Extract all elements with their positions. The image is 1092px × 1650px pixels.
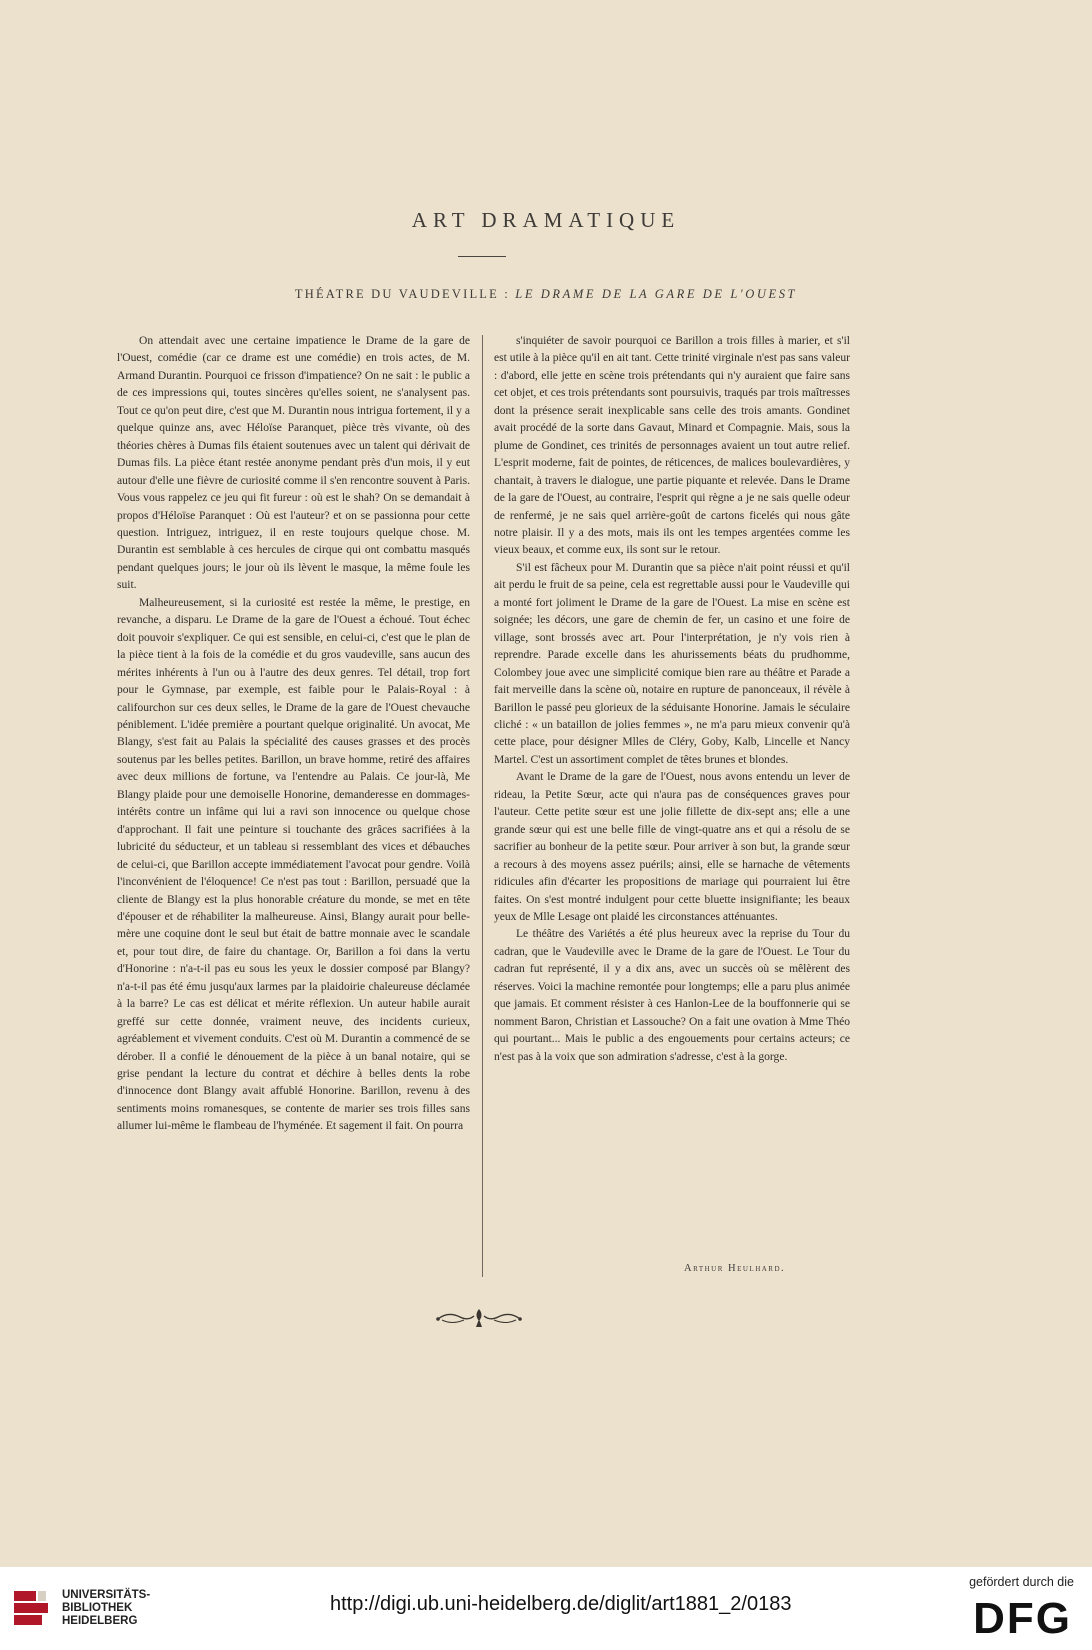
dfg-logo: DFG bbox=[973, 1594, 1072, 1643]
footer-bar bbox=[0, 1567, 1092, 1650]
paragraph: Malheureusement, si la curiosité est restée la même, le prestige, en revanche, a disparu. Le Drame de la gare de l'Ouest a échoué. Tout échec doit pouvoir s'expliquer. Ce qui est sensible, en celui-ci, c'est que le plan de la pièce tient à la fois de la comédie et du gros vaudeville, sans aucun des mérites inhérents à l'un ou à l'autre des deux genres. Tel détail, trop fort pour le Gymnase, par exemple, est faible pour le Palais-Royal : à califourchon sur ces deux selles, le Drame de la gare de l'Ouest chevauche péniblement. L'idée première a pourtant quelque originalité. Un avocat, Me Blangy, s'est fait au Palais la spécialité des causes grasses et des procès soutenus par les belles petites. Barillon, un brave homme, retiré des affaires avec deux millions de fortune, va l'entendre au Palais. Ce jour-là, Me Blangy plaide pour une demoiselle Honorine, demanderesse en dommages-intérêts contre un infâme qui lui a ravi son innocence ou quelque chose d'approchant. Il fait une peinture si touchante des grâces sacrifiées à la lubricité du séducteur, et un tableau si ressemblant des vices et débauches de celui-ci, que Barillon accepte immédiatement l'avocat pour gendre. Voilà l'inconvénient de l'éloquence! Ce n'est pas tout : Barillon, persuadé que la cliente de Blangy est la plus honorable créature du monde, se met en tête d'épouser et de réhabiliter la malheureuse. Ainsi, Blangy aurait pour belle-mère une coquine dont le seul but était de battre monnaie avec le scandale et, pour tout dire, de faire du chantage. Or, Barillon a foi dans la vertu d'Honorine : n'a-t-il pas eu sous les yeux le dossier composé par Blangy? n'a-t-il pas été ému jusqu'aux larmes par la plaidoirie chaleureuse déclamée à la barre? Le cas est délicat et mérite réflexion. Un auteur habile aurait greffé sur cette donnée, vraiment neuve, des incidents curieux, agréablement et vivement conduits. C'est où M. Durantin a commencé de se dérober. Il a confié le dénouement de la pièce à un banal notaire, qui se grise pendant la lecture du contrat et déchire à belles dents la robe d'innocence dont Blangy avait affublé Honorine. Barillon, revenu à des sentiments moins romanesques, se contente de marier ses trois filles sans allumer lui-même le flambeau de l'hyménée. Et sagement il fait. On pourra bbox=[117, 596, 470, 1133]
paragraph: On attendait avec une certaine impatience le Drame de la gare de l'Ouest, comédie (car ce drame est une comédie) en trois actes, de M. Armand Durantin. Pourquoi ce frisson d'impatience? On ne sait : le public a de ces impressions qui, toutes sincères qu'elles soient, ne s'analysent pas. Tout ce qu'on peut dire, c'est que M. Durantin nous intrigua fortement, il y a quelque quinze ans, avec Héloïse Paranquet, pièce très vivante, où des théories chères à Dumas fils étaient soutenues avec un talent qui dérivait de Dumas fils. La pièce étant restée anonyme pendant près d'un mois, il y eut autour d'elle une fièvre de curiosité comme il s'en rencontre souvent à Paris. Vous vous rappelez ce jeu qui fit fureur : où est le shah? On se demandait à propos d'Héloïse Paranquet : Où est l'auteur? et on se passionna pour cette question. Intriguez, intriguez, il en reste toujours quelque chose. M. Durantin est semblable à ces hercules de cirque qui ont combattu masqués pendant quelques jours; le jour où ils lèvent le masque, la même foule les suit. bbox=[117, 335, 470, 592]
permalink-url[interactable]: http://digi.ub.uni-heidelberg.de/diglit/art1881_2/0183 bbox=[330, 1593, 792, 1615]
paragraph: Le théâtre des Variétés a été plus heureux avec la reprise du Tour du cadran, que le Vaudeville avec le Drame de la gare de l'Ouest. Le Tour du cadran fut représenté, il y a dix ans, avec un succès où se mêlèrent des réserves. Voici la machine remontée pour longtemps; elle a paru plus animée que jamais. Et comment résister à ces Hanlon-Lee de la bouffonnerie qui se nomment Baron, Christian et Lassouche? On a fait une ovation à Mme Théo qui pourtant... Mais le public a des engouements pour certains acteurs; ce n'est pas à la voix que son admiration s'adresse, c'est à la gorge. bbox=[494, 928, 850, 1063]
column-divider bbox=[482, 335, 483, 1277]
library-name-line: UNIVERSITÄTS- bbox=[62, 1589, 151, 1601]
author-signature: Arthur Heulhard. bbox=[684, 1263, 786, 1274]
column-left bbox=[117, 333, 470, 1136]
paragraph: S'il est fâcheux pour M. Durantin que sa pièce n'ait point réussi et qu'il ait perdu le fruit de sa peine, cela est regrettable aussi pour le Vaudeville qui a monté fort joliment le Drame de la gare de l'Ouest. La mise en scène est soignée; les décors, une gare de chemin de fer, un casino et une foire de village, sont brossés avec art. Pour l'interprétation, je n'y vois rien à reprendre. Parade excelle dans les ahurissements béats du prudhomme, Colombey joue avec une simplicité comique bien rare au théâtre et Parade a fait merveille dans la scène où, notaire en rupture de panonceaux, il révèle à Barillon le passé peu glorieux de la séduisante Honorine. Jamais le séculaire cliché : « un bataillon de jolies femmes », ne m'a paru mieux convenir qu'à cette place, pour désigner Mlles de Cléry, Goby, Kalb, Lincelle et Nancy Martel. C'est un assortiment complet de têtes brunes et blondes. bbox=[494, 561, 850, 766]
library-name bbox=[62, 1589, 150, 1628]
title-rule bbox=[458, 256, 506, 257]
university-library-logo-icon bbox=[12, 1587, 56, 1629]
funding-note: gefördert durch die bbox=[969, 1575, 1074, 1589]
paragraph: s'inquiéter de savoir pourquoi ce Barillon a trois filles à marier, et s'il est utile à la pièce qu'il en ait tant. Cette trinité virginale n'est pas sans valeur : d'abord, elle jette en scène trois prétendants qui n'y auraient que faire sans cet objet, et ces trois prétendants sont poursuivis, traqués par trois maîtresses dont la présence serait inexplicable sans celle des trois amants. Gondinet avait procédé de la sorte dans Gavaut, Minard et Compagnie. Mais, sous la plume de Gondinet, ces trinités de personnages avaient un tout autre relief. L'esprit moderne, fait de pointes, de réticences, de malices boulevardières, y chantait, à travers le dialogue, une partie piquante et relevée. Dans le Drame de la gare de l'Ouest, au contraire, l'esprit qui règne a je ne sais quelle odeur de renfermé, je ne sais quel arrière-goût de cartons ficelés qui nous gâte notre plaisir. Il y a des mots, mais ils ont les tempes argentées comme les vieux beaux, et comme eux, ils sont sur le retour. bbox=[494, 335, 850, 557]
paragraph: Avant le Drame de la gare de l'Ouest, nous avons entendu un lever de rideau, la Petite Sœur, acte qui n'aura pas de conséquences graves pour l'auteur. Cette petite sœur est une jolie fillette de dix-sept ans; elle a une grande sœur qui est une belle fille de vingt-quatre ans et qui a résolu de se sacrifier au bonheur de la petite sœur. Pour arriver à son but, la grande sœur a recours à des moyens assez puérils; ainsi, elle se harnache de vêtements ridicules afin d'écarter les propositions de mariage qui pourraient lui être faites. On s'est montré indulgent pour cette bluette insignifiante; les beaux yeux de Mlle Lesage ont plaidé les circonstances atténuantes. bbox=[494, 771, 850, 923]
subtitle-play: LE DRAME DE LA GARE DE L'OUEST bbox=[515, 287, 798, 301]
library-name-line: HEIDELBERG bbox=[62, 1615, 138, 1627]
article-subtitle bbox=[0, 287, 1092, 302]
library-name-line: BIBLIOTHEK bbox=[62, 1602, 133, 1614]
subtitle-prefix: THÉATRE DU VAUDEVILLE : bbox=[294, 287, 516, 301]
column-right bbox=[494, 333, 850, 1066]
ornament-icon bbox=[434, 1307, 524, 1329]
article-title: ART DRAMATIQUE bbox=[411, 208, 681, 232]
